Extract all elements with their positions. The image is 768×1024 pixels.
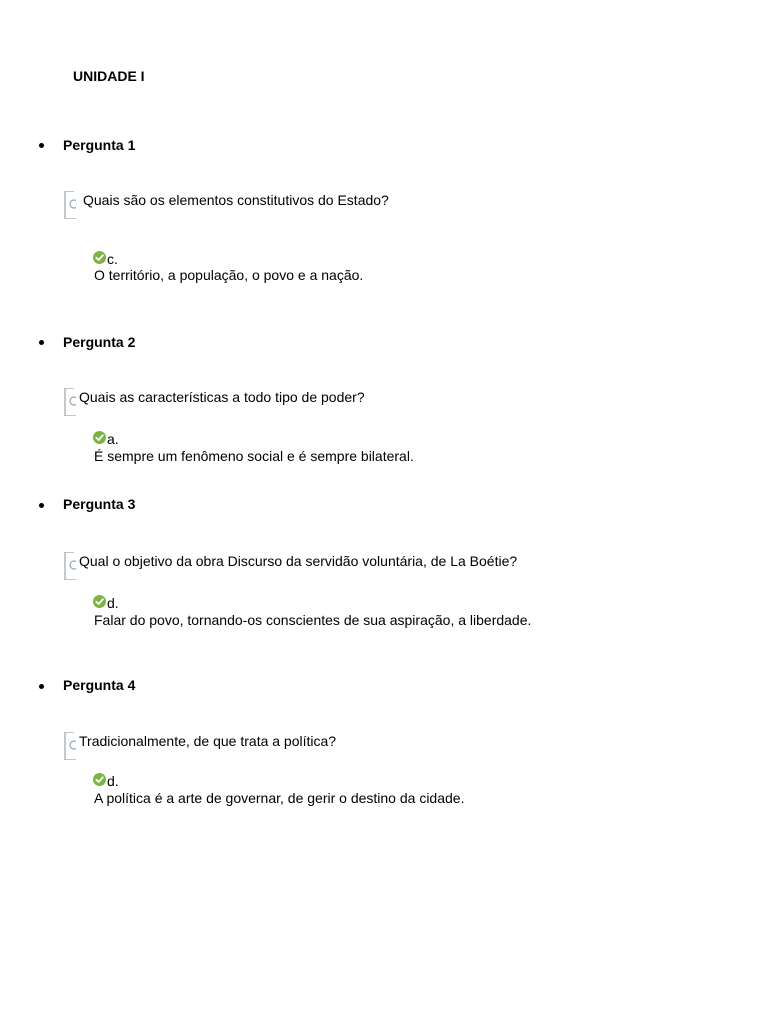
bullet-icon — [39, 503, 44, 508]
green-check-icon — [93, 773, 106, 786]
answer-text: A política é a arte de governar, de gerir o destino da cidade. — [94, 790, 465, 806]
question-doc-icon — [64, 552, 76, 580]
answer-text: O território, a população, o povo e a nação. — [94, 267, 364, 283]
question-label: Pergunta 1 — [63, 137, 136, 153]
unit-title: UNIDADE I — [73, 68, 145, 84]
answer-letter: d. — [107, 595, 119, 611]
answer-text: É sempre um fenômeno social e é sempre bilateral. — [94, 448, 414, 464]
question-doc-icon — [64, 388, 76, 416]
answer-letter: a. — [107, 431, 119, 447]
answer-letter: c. — [107, 251, 118, 267]
question-doc-icon — [64, 732, 76, 760]
answer-letter: d. — [107, 773, 119, 789]
bullet-icon — [39, 340, 44, 345]
question-text: Quais são os elementos constitutivos do Estado? — [83, 192, 389, 208]
question-text: Tradicionalmente, de que trata a política? — [79, 733, 337, 749]
question-label: Pergunta 2 — [63, 334, 136, 350]
question-doc-icon — [64, 191, 76, 219]
green-check-icon — [93, 431, 106, 444]
question-text: Quais as características a todo tipo de poder? — [79, 389, 365, 405]
green-check-icon — [93, 251, 106, 264]
question-text: Qual o objetivo da obra Discurso da servidão voluntária, de La Boétie? — [79, 553, 518, 569]
question-label: Pergunta 3 — [63, 496, 136, 512]
bullet-icon — [39, 143, 44, 148]
green-check-icon — [93, 595, 106, 608]
bullet-icon — [39, 684, 44, 689]
answer-text: Falar do povo, tornando-os conscientes de sua aspiração, a liberdade. — [94, 612, 532, 628]
question-label: Pergunta 4 — [63, 677, 136, 693]
